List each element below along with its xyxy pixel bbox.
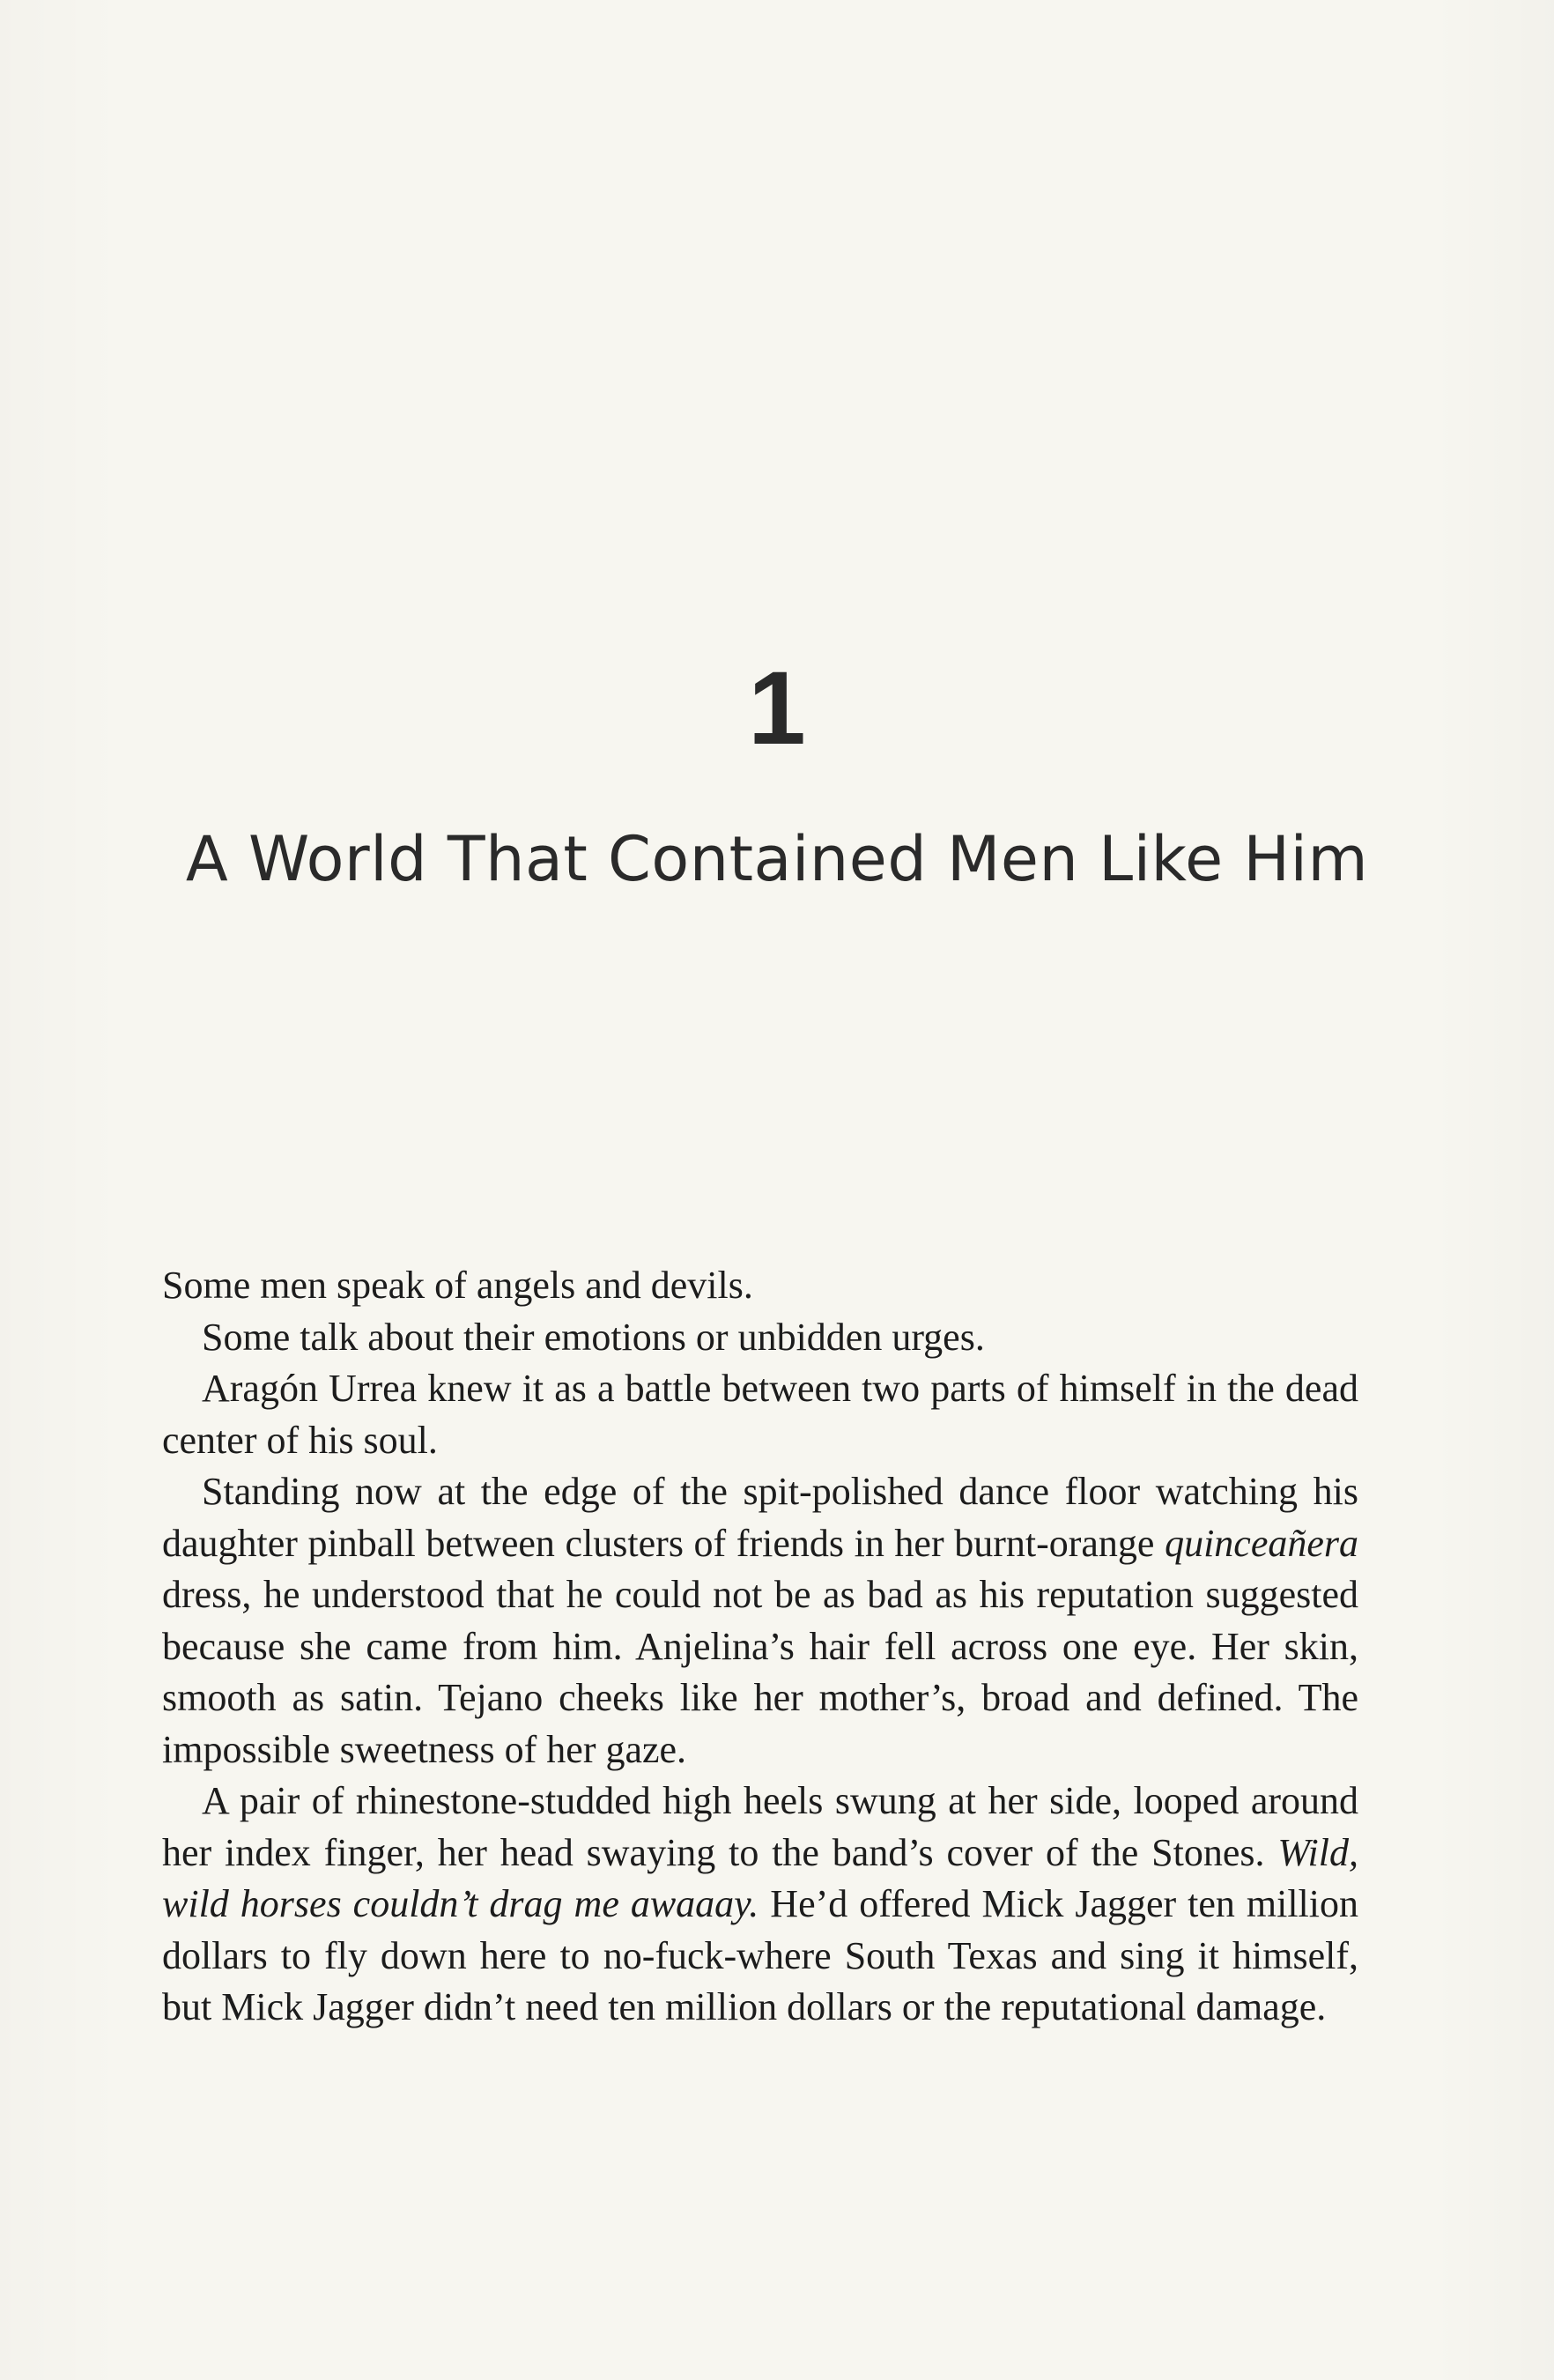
paragraph: Some talk about their emotions or unbidden urges.	[202, 1315, 985, 1359]
paragraph-text: A pair of rhinestone-studded high heels swung at her side, looped around her index finger, her head swaying to the band’s cover of the Stones.	[162, 1779, 1358, 1874]
paragraph-text: Standing now at the edge of the spit-polished dance floor watching his daughter pinball between clusters of friends in her burnt-orange	[162, 1470, 1358, 1565]
paragraph: Some men speak of angels and devils.	[162, 1264, 753, 1307]
paragraph	[162, 1466, 1358, 1776]
paragraph-text: He’d offered Mick Jagger ten million dollars to fly down here to no-fuck-where South Texas and sing it himself, but Mick Jagger didn’t need ten million dollars or the reputational damage.	[162, 1882, 1359, 2028]
paragraph-text: dress, he understood that he could not be as bad as his reputation suggested because she came from him. Anjelina’s hair fell across one eye. Her skin, smooth as satin. Tejano cheeks like her mother’s, broad and defined. The impossible sweetness of her gaze.	[162, 1573, 1358, 1771]
chapter-number: 1	[748, 650, 806, 767]
chapter-title: A World That Contained Men Like Him	[185, 823, 1369, 895]
paragraph	[162, 1776, 1358, 2034]
chapter-body	[162, 1260, 1358, 2034]
song-lyric: Wild, wild horses couldn’t drag me awaaay.	[162, 1830, 1358, 1925]
paragraph: Aragón Urrea knew it as a battle between two parts of himself in the dead center of his soul.	[162, 1367, 1358, 1462]
italic-word: quinceañera	[1165, 1521, 1358, 1565]
